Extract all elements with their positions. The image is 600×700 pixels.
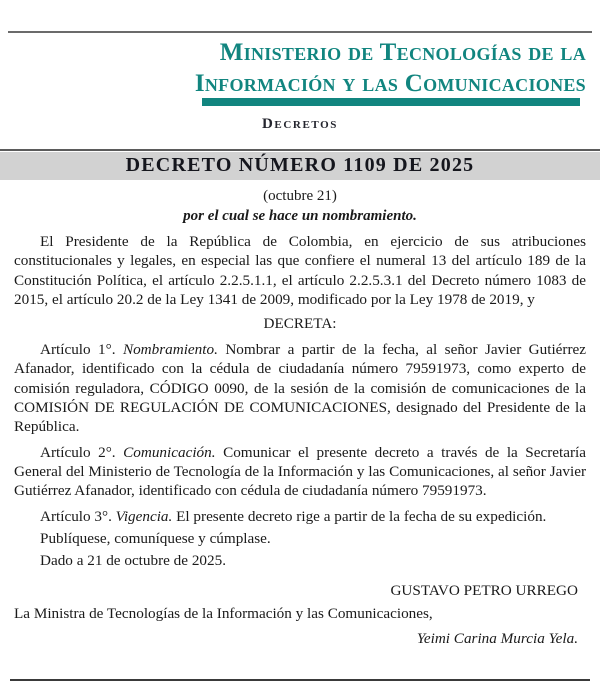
decree-title: DECRETO NÚMERO 1109 DE 2025 (125, 154, 475, 176)
publish-clause: Publíquese, comuníquese y cúmplase. (40, 529, 271, 547)
article-2-heading: Comunicación. (123, 443, 216, 461)
article-2 (14, 443, 586, 501)
footer-clipped-text (0, 686, 600, 700)
title-band-top-rule (0, 149, 600, 151)
preamble-paragraph: El Presidente de la República de Colombia, en ejercicio de sus atribuciones constitucionales y legales, en especial las que confiere el numeral 13 del artículo 189 de la Constitución Política, el artículo 2.2.5.1.1, el artículo 2.2.5.3.1 del Decreto número 1083 de 2015, el artículo 20.2 de la Ley 1341 de 2009, modificado por la Ley 1978 de 2019, y (14, 233, 586, 308)
article-3-heading: Vigencia. (115, 507, 173, 525)
ministry-name-line-2: Información y las Comunicaciones (194, 69, 586, 97)
article-1-text: Nombrar a partir de la fecha, al señor Javier Gutiérrez Afanador, identificado con la cédula de ciudadanía número 79591973, como experto de comisión reguladora, CÓDIGO 0090, de la sesión de la comisión de comunicaciones de la COMISIÓN DE REGULACIÓN DE COMUNICACIONES, designado del Presidente de la República. (14, 341, 587, 436)
article-3-text: El presente decreto rige a partir de la fecha de su expedición. (176, 507, 547, 525)
article-2-number: Artículo 2°. (40, 443, 116, 461)
bottom-divider-rule (10, 679, 590, 681)
article-1-number: Artículo 1°. (40, 341, 116, 359)
president-signature-block (14, 582, 586, 600)
issued-date-line: Dado a 21 de octubre de 2025. (40, 552, 226, 570)
article-3-number: Artículo 3°. (40, 507, 112, 525)
minister-name: Yeimi Carina Murcia Yela. (416, 629, 578, 647)
document-body (14, 232, 586, 648)
top-divider-rule (8, 31, 592, 33)
article-1-heading: Nombramiento. (122, 341, 218, 359)
decree-date: (octubre 21) (263, 188, 337, 204)
ministry-masthead (14, 38, 586, 99)
section-label-decretos: Decretos (261, 116, 338, 132)
article-2-text: Comunicar el presente decreto a través de la Secretaría General del Ministerio de Tecnología de la Información y las Comunicaciones, al señor Javier Gutiérrez Afanador, identificado con cédula de ciudadanía número 79591973. (14, 443, 587, 500)
president-name: GUSTAVO PETRO URREGO (390, 582, 578, 600)
minister-title-line: La Ministra de Tecnologías de la Información y las Comunicaciones, (14, 605, 433, 623)
article-3 (14, 507, 586, 526)
decreta-label: DECRETA: (263, 315, 337, 333)
article-1 (14, 340, 586, 436)
masthead-accent-bar (202, 98, 580, 106)
decree-subtitle: por el cual se hace un nombramiento. (183, 208, 417, 224)
ministry-name-line-1: Ministerio de Tecnologías de la (219, 39, 586, 66)
